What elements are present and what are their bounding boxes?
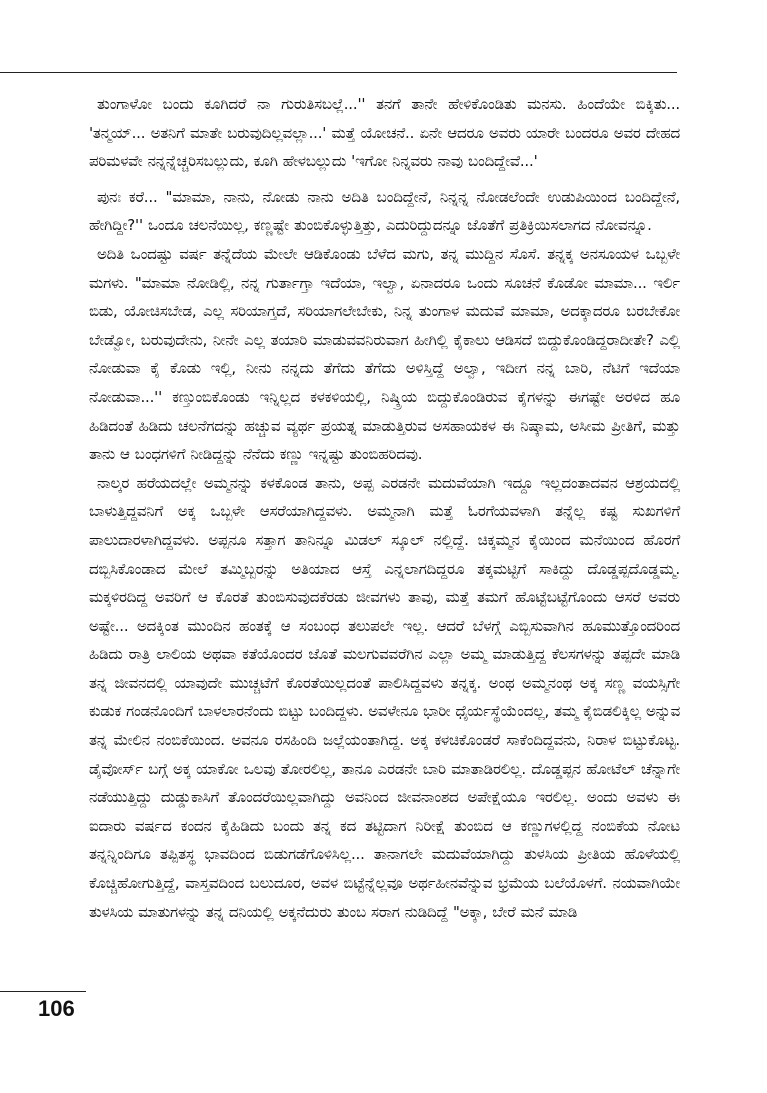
paragraph-4: ನಾಲ್ಕರ ಹರೆಯದಲ್ಲೇ ಅಮ್ಮನನ್ನು ಕಳಕೊಂಡ ತಾನು, ಅಪ್ಪ ಎರಡನೇ ಮದುವೆಯಾಗಿ ಇದ್ದೂ ಇಲ್ಲದಂತಾದವನ ಆಶ್ರಯದಲ್ಲಿ ಬಾಳುತ್ತಿದ್ದವನಿಗೆ ಅಕ್ಕ ಒಬ್ಬಳೇ ಆಸರೆಯಾಗಿದ್ದವಳು. ಅಮ್ಮನಾಗಿ ಮತ್ತೆ ಓರಗೆಯವಳಾಗಿ ತನ್ನೆಲ್ಲ ಕಷ್ಟ ಸುಖಗಳಿಗೆ ಪಾಲುದಾರಳಾಗಿದ್ದವಳು. ಅಪ್ಪನೂ ಸತ್ತಾಗ ತಾನಿನ್ನೂ ಮಿಡಲ್ ಸ್ಕೂಲ್ ನಲ್ಲಿದ್ದೆ. ಚಿಕ್ಕಮ್ಮನ ಕೈಯಿಂದ ಮನೆಯಿಂದ ಹೊರಗೆ ದಬ್ಬಿಸಿಕೊಂಡಾದ ಮೇಲೆ ತಮ್ಮಿಬ್ಬರನ್ನು ಅತಿಯಾದ ಆಸ್ತೆ ಎನ್ನಲಾಗದಿದ್ದರೂ ತಕ್ಕಮಟ್ಟಿಗೆ ಸಾಕಿದ್ದು ದೊಡ್ಡಪ್ಪದೊಡ್ಡಮ್ಮ. ಮಕ್ಕಳಿರದಿದ್ದ ಅವರಿಗೆ ಆ ಕೊರತೆ ತುಂಬಿಸುವುದಕೆರಡು ಜೀವಗಳು ತಾವು, ಮತ್ತೆ ತಮಗೆ ಹೊಟ್ಟೆಬಟ್ಟೆಗೊಂದು ಆಸರೆ ಅವರು ಅಷ್ಟೇ... ಅದಕ್ಕಿಂತ ಮುಂದಿನ ಹಂತಕ್ಕೆ ಆ ಸಂಬಂಧ ತಲುಪಲೇ ಇಲ್ಲ. ಆದರೆ ಬೆಳಗ್ಗೆ ಎಬ್ಬಿಸುವಾಗಿನ ಹೂಮುತ್ತೊಂದರಿಂದ ಹಿಡಿದು ರಾತ್ರಿ ಲಾಲಿಯ ಅಥವಾ ಕತೆಯೊಂದರ ಜೊತೆ ಮಲಗುವವರೆಗಿನ ಎಲ್ಲಾ ಅಮ್ಮ ಮಾಡುತ್ತಿದ್ದ ಕೆಲಸಗಳನ್ನು ತಪ್ಪದೇ ಮಾಡಿ ತನ್ನ ಜೀವನದಲ್ಲಿ ಯಾವುದೇ ಮುಚ್ಚಟೆಗೆ ಕೊರತೆಯಿಲ್ಲದಂತೆ ಪಾಲಿಸಿದ್ದವಳು ತನ್ನಕ್ಕ. ಅಂಥ ಅಮ್ಮನಂಥ ಅಕ್ಕ ಸಣ್ಣ ವಯಸ್ಸಿಗೇ ಕುಡುಕ ಗಂಡನೊಂದಿಗೆ ಬಾಳಲಾರನೆಂದು ಬಿಟ್ಟು ಬಂದಿದ್ದಳು. ಅವಳೇನೂ ಭಾರೀ ಧೈರ್ಯಸ್ಥೆಯೆಂದಲ್ಲ, ತಮ್ಮ ಕೈಬಿಡಲಿಕ್ಕಿಲ್ಲ ಅನ್ನುವ ತನ್ನ ಮೇಲಿನ ನಂಬಿಕೆಯಿಂದ. ಅವನೂ ರಸಹಿಂದಿ ಜಲ್ಲೆಯಂತಾಗಿದ್ದ. ಅಕ್ಕ ಕಳಚಿಕೊಂಡರೆ ಸಾಕೆಂದಿದ್ದವನು, ನಿರಾಳ ಬಿಟ್ಟುಕೊಟ್ಟ. ಡೈವೋರ್ಸ್ ಬಗ್ಗೆ ಅಕ್ಕ ಯಾಕೋ ಒಲವು ತೋರಲಿಲ್ಲ, ತಾನೂ ಎರಡನೇ ಬಾರಿ ಮಾತಾಡಿರಲಿಲ್ಲ. ದೊಡ್ಡಪ್ಪನ ಹೋಟೆಲ್ ಚೆನ್ನಾಗೇ ನಡೆಯುತ್ತಿದ್ದು ದುಡ್ಡುಕಾಸಿಗೆ ತೊಂದರೆಯಿಲ್ಲವಾಗಿದ್ದು ಅವನಿಂದ ಜೀವನಾಂಶದ ಅಪೇಕ್ಷೆಯೂ ಇರಲಿಲ್ಲ. ಅಂದು ಅವಳು ಈ ಐದಾರು ವರ್ಷದ ಕಂದನ ಕೈಹಿಡಿದು ಬಂದು ತನ್ನ ಕದ ತಟ್ಟಿದಾಗ ನಿರೀಕ್ಷೆ ತುಂಬಿದ ಆ ಕಣ್ಣುಗಳಲ್ಲಿದ್ದ ನಂಬಿಕೆಯ ನೋಟ ತನ್ನನ್ನಿಂದಿಗೂ ತಪ್ಪಿತಸ್ಥ ಭಾವದಿಂದ ಬಿಡುಗಡೆಗೊಳಿಸಿಲ್ಲ... ತಾನಾಗಲೇ ಮದುವೆಯಾಗಿದ್ದು ತುಳಸಿಯ ಪ್ರೀತಿಯ ಹೊಳೆಯಲ್ಲಿ ಕೊಚ್ಚಿಹೋಗುತ್ತಿದ್ದೆ, ವಾಸ್ತವದಿಂದ ಬಲುದೂರ, ಅವಳ ಬಿಟ್ಟೆನ್ನೆಲ್ಲವೂ ಅರ್ಥಹೀನವೆನ್ನುವ ಭ್ರಮೆಯ ಬಲೆಯೊಳಗೆ. ನಯವಾಗಿಯೇ ತುಳಸಿಯ ಮಾತುಗಳನ್ನು ತನ್ನ ದನಿಯಲ್ಲಿ ಅಕ್ಕನೆದುರು ತುಂಬ ಸರಾಗ ನುಡಿದಿದ್ದೆ "ಅಕ್ಕಾ, ಬೇರೆ ಮನೆ ಮಾಡಿ [89,473,681,921]
header-rule [0,72,677,73]
body-text [89,90,680,926]
paragraph-1: ತುಂಗಾಳೋ ಬಂದು ಕೂಗಿದರೆ ನಾ ಗುರುತಿಸಬಲ್ಲೆ...'' ತನಗೆ ತಾನೇ ಹೇಳಿಕೊಂಡಿತು ಮನಸು. ಹಿಂದೆಯೇ ಬಿಕ್ಕಿತು... 'ತನ್ಮಯ್... ಅತನಿಗೆ ಮಾತೇ ಬರುವುದಿಲ್ಲವಲ್ಲಾ...' ಮತ್ತೆ ಯೋಚನೆ.. ಏನೇ ಆದರೂ ಅವರು ಯಾರೇ ಬಂದರೂ ಅವರ ದೇಹದ ಪರಿಮಳವೇ ನನ್ನನ್ನೆಚ್ಚರಿಸಬಲ್ಲುದು, ಕೂಗಿ ಹೇಳಬಲ್ಲುದು 'ಇಗೋ ನಿನ್ನವರು ನಾವು ಬಂದಿದ್ದೇವೆ...' [89,95,680,171]
paragraph-2: ಪುನಃ ಕರೆ... "ಮಾಮಾ, ನಾನು, ನೋಡು ನಾನು ಅದಿತಿ ಬಂದಿದ್ದೇನೆ, ನಿನ್ನನ್ನ ನೋಡಲೆಂದೇ ಉಡುಪಿಯಿಂದ ಬಂದಿದ್ದೇನೆ, ಹೇಗಿದ್ದೀ?'' ಒಂದೂ ಚಲನೆಯಿಲ್ಲ, ಕಣ್ಣಷ್ಟೇ ತುಂಬಿಕೊಳ್ಳುತ್ತಿತ್ತು, ಎದುರಿದ್ದುದನ್ನೂ ಜೊತೆಗೆ ಪ್ರತಿಕ್ರಿಯಿಸಲಾಗದ ನೋವನ್ನೂ. [89,187,680,235]
paragraph-3: ಅದಿತಿ ಒಂದಷ್ಟು ವರ್ಷ ತನ್ನೆದೆಯ ಮೇಲೇ ಆಡಿಕೊಂಡು ಬೆಳೆದ ಮಗು, ತನ್ನ ಮುದ್ದಿನ ಸೊಸೆ. ತನ್ನಕ್ಕ ಅನಸೂಯಳ ಒಬ್ಬಳೇ ಮಗಳು. "ಮಾಮಾ ನೋಡಿಲ್ಲಿ, ನನ್ನ ಗುರ್ತಾಗ್ತಾ ಇದೆಯಾ, ಇಲ್ವಾ, ಏನಾದರೂ ಒಂದು ಸೂಚನೆ ಕೊಡೋ ಮಾಮಾ... ಇರ್ಲಿ ಬಿಡು, ಯೋಚಿಸಬೇಡ, ಎಲ್ಲ ಸರಿಯಾಗ್ತದೆ, ಸರಿಯಾಗಲೇಬೇಕು, ನಿನ್ನ ತುಂಗಾಳ ಮದುವೆ ಮಾಮಾ, ಅದಕ್ಕಾದರೂ ಬರಬೇಕೋ ಬೇಡ್ವೋ, ಬರುವುದೇನು, ನೀನೇ ಎಲ್ಲ ತಯಾರಿ ಮಾಡುವವನಿರುವಾಗ ಹೀಗಿಲ್ಲಿ ಕೈಕಾಲು ಆಡಿಸದೆ ಬಿದ್ದುಕೊಂಡಿದ್ದರಾದೀತೇ? ಎಲ್ಲಿ ನೋಡುವಾ ಕೈ ಕೊಡು ಇಲ್ಲಿ, ನೀನು ನನ್ನದು ತೆಗೆದು ತೆಗೆದು ಅಳಿಸ್ತಿದ್ದೆ ಅಲ್ವಾ, ಇದೀಗ ನನ್ನ ಬಾರಿ, ನೆಟಿಗೆ ಇದೆಯಾ ನೋಡುವಾ...'' ಕಣ್ತುಂಬಿಕೊಂಡು ಇನ್ನಿಲ್ಲದ ಕಳಕಳಿಯಲ್ಲಿ, ನಿಷ್ಕ್ರಿಯ ಬಿದ್ದುಕೊಂಡಿರುವ ಕೈಗಳನ್ನು ಈಗಷ್ಟೇ ಅರಳಿದ ಹೂ ಹಿಡಿದಂತೆ ಹಿಡಿದು ಚಲನೆಗದನ್ನು ಹಚ್ಚುವ ವ್ಯರ್ಥ ಪ್ರಯತ್ನ ಮಾಡುತ್ತಿರುವ ಅಸಹಾಯಕಳ ಈ ನಿಷ್ಕಾಮ, ಅಸೀಮ ಪ್ರೀತಿಗೆ, ಮತ್ತು ತಾನು ಆ ಬಂಧಗಳಿಗೆ ನೀಡಿದ್ದನ್ನು ನೆನೆದು ಕಣ್ಣು ಇನ್ನಷ್ಟು ತುಂಬಿಹರಿದವು. [89,244,680,464]
page-number: 106 [38,996,75,1021]
footer-rule [0,991,86,992]
